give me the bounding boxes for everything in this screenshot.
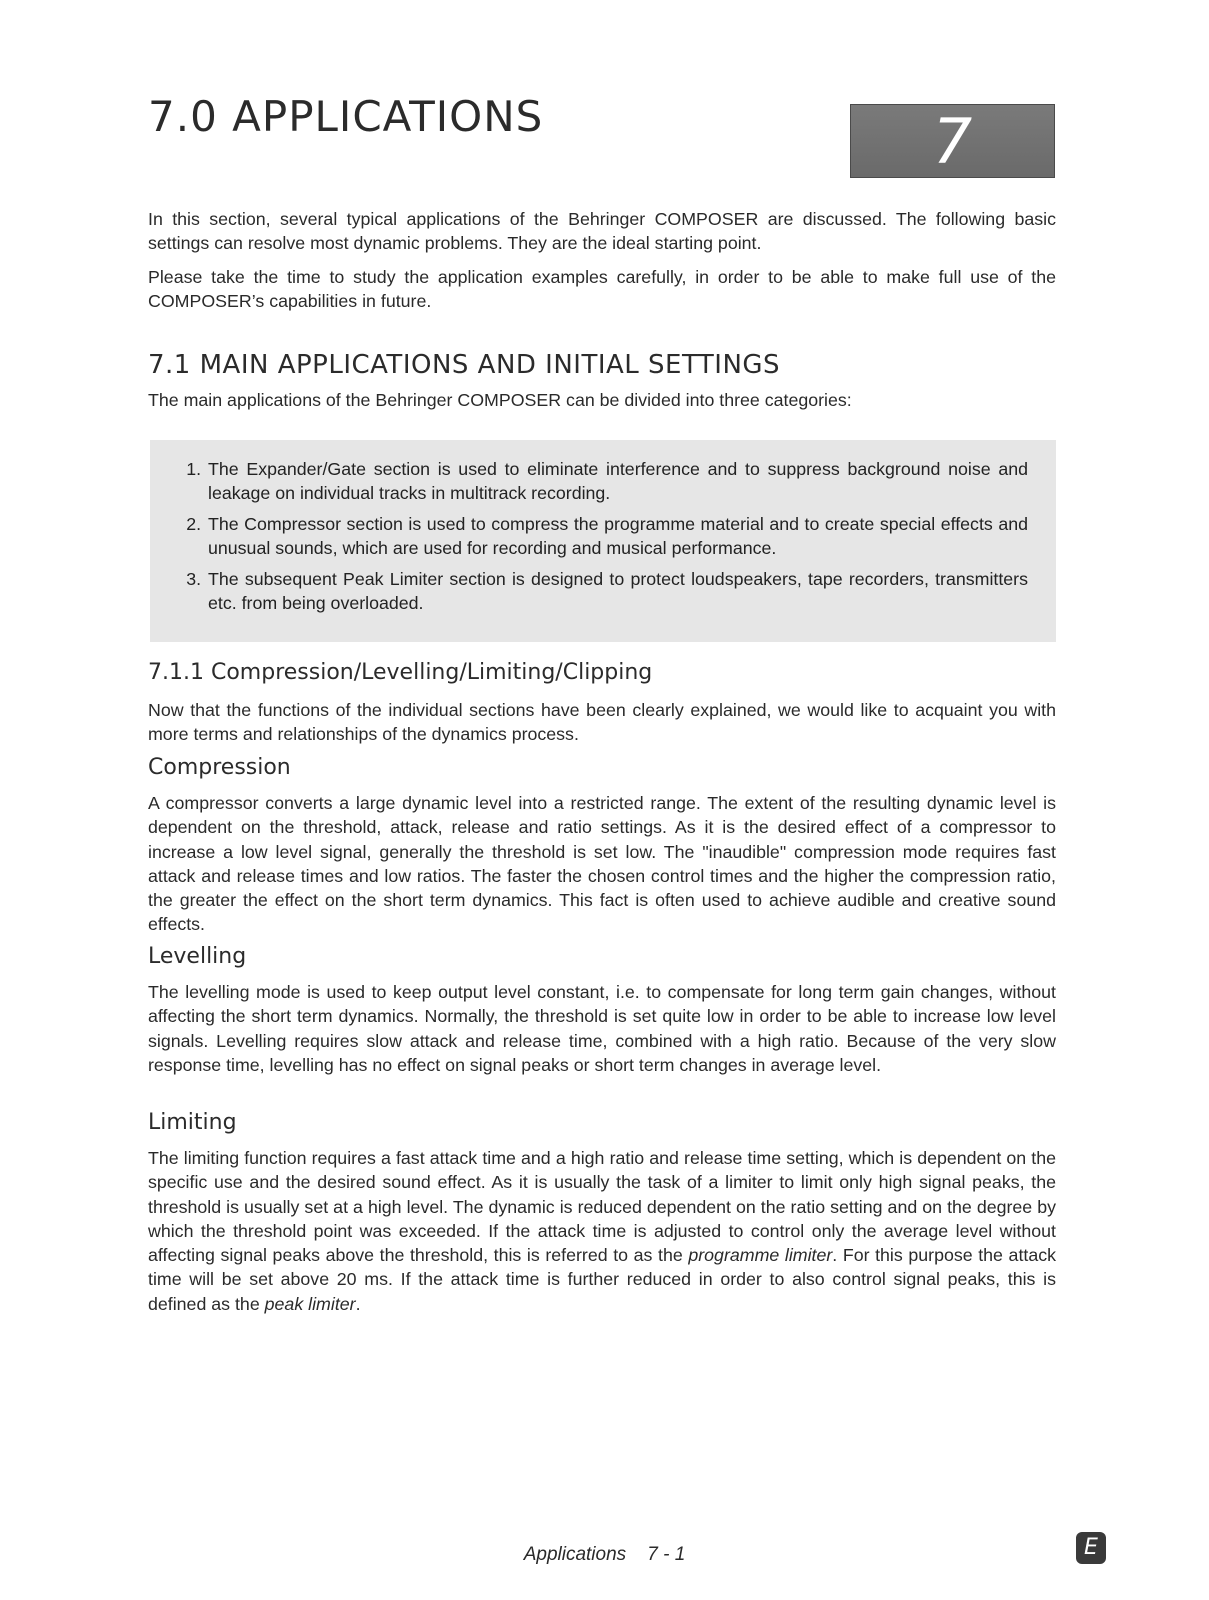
list-item: 2. The Compressor section is used to compress the programme material and to create special effects and unusual sounds, which are used for recording and musical performance. [206, 513, 1028, 560]
programme-limiter-term: programme limiter [688, 1245, 833, 1266]
section-7-1-1-lead: Now that the functions of the individual sections have been clearly explained, we would like to acquaint you with more terms and relationships of the dynamics process. [148, 700, 1056, 745]
intro-section [148, 207, 1056, 313]
language-badge: E [1076, 1532, 1106, 1564]
intro-paragraph-2: Please take the time to study the application examples carefully, in order to be able to make full use of the COMPOSER’s capabilities in future. [148, 266, 1056, 311]
limiting-text-3: . [355, 1293, 361, 1314]
chapter-number-box: 7 [850, 104, 1055, 178]
chapter-title: 7.0 APPLICATIONS [148, 92, 544, 141]
levelling-body: The levelling mode is used to keep output level constant, i.e. to compensate for long term gain changes, without affecting the short term dynamics. Normally, the threshold is set quite low in order to be able to increase low level signals. Levelling requires slow attack and release time, combined with a high ratio. Because of the very slow response time, levelling has no effect on signal peaks or short term changes in average level. [148, 982, 1056, 1075]
peak-limiter-term: peak limiter [264, 1293, 356, 1314]
footer-page-label: Applications 7 - 1 [523, 1544, 686, 1565]
section-7-1-lead-block [148, 388, 1056, 412]
limiting-text-1: The limiting function requires a fast attack time and a high ratio and release time setting, which is dependent on the specific use and the desired sound effect. As it is usually the task of a limiter to limit only high signal peaks, the threshold is usually set at a high level. The dynamic is reduced dependent on the ratio setting and on the degree by which the threshold point was exceeded. If the attack time is adjusted to control only the average level without affecting signal peaks above the threshold, this is referred to as the [148, 1148, 1056, 1266]
levelling-block [148, 980, 1056, 1077]
levelling-heading: Levelling [148, 944, 247, 969]
limiting-block [148, 1146, 1056, 1316]
compression-heading: Compression [148, 755, 291, 780]
intro-paragraph-1: In this section, several typical applications of the Behringer COMPOSER are discussed. The following basic settings can resolve most dynamic problems. They are the ideal starting point. [148, 209, 1056, 254]
list-item: 3. The subsequent Peak Limiter section is designed to protect loudspeakers, tape recorders, transmitters etc. from being overloaded. [206, 568, 1028, 615]
section-7-1-heading: 7.1 MAIN APPLICATIONS AND INITIAL SETTINGS [148, 350, 781, 380]
categories-box [150, 440, 1056, 642]
section-7-1-lead: The main applications of the Behringer COMPOSER can be divided into three categories: [148, 390, 852, 410]
categories-list [178, 458, 1028, 615]
section-7-1-1-heading: 7.1.1 Compression/Levelling/Limiting/Clipping [148, 660, 653, 685]
compression-body: A compressor converts a large dynamic level into a restricted range. The extent of the resulting dynamic level is dependent on the threshold, attack, release and ratio settings. As it is the desired effect of a compressor to increase a low level signal, generally the threshold is set low. The "inaudible" compression mode requires fast attack and release times and low ratios. The faster the chosen control times and the higher the compression ratio, the greater the effect on the short term dynamics. This fact is often used to achieve audible and creative sound effects. [148, 793, 1056, 935]
limiting-text-2: . For this purpose the attack time will be set above 20 ms. If the attack time is further reduced in order to also control signal peaks, this is defined as the [148, 1245, 1056, 1314]
limiting-body [148, 1146, 1056, 1316]
limiting-heading: Limiting [148, 1110, 237, 1135]
compression-block [148, 791, 1056, 937]
section-7-1-1-lead-block [148, 698, 1056, 747]
list-item: 1. The Expander/Gate section is used to eliminate interference and to suppress background noise and leakage on individual tracks in multitrack recording. [206, 458, 1028, 505]
